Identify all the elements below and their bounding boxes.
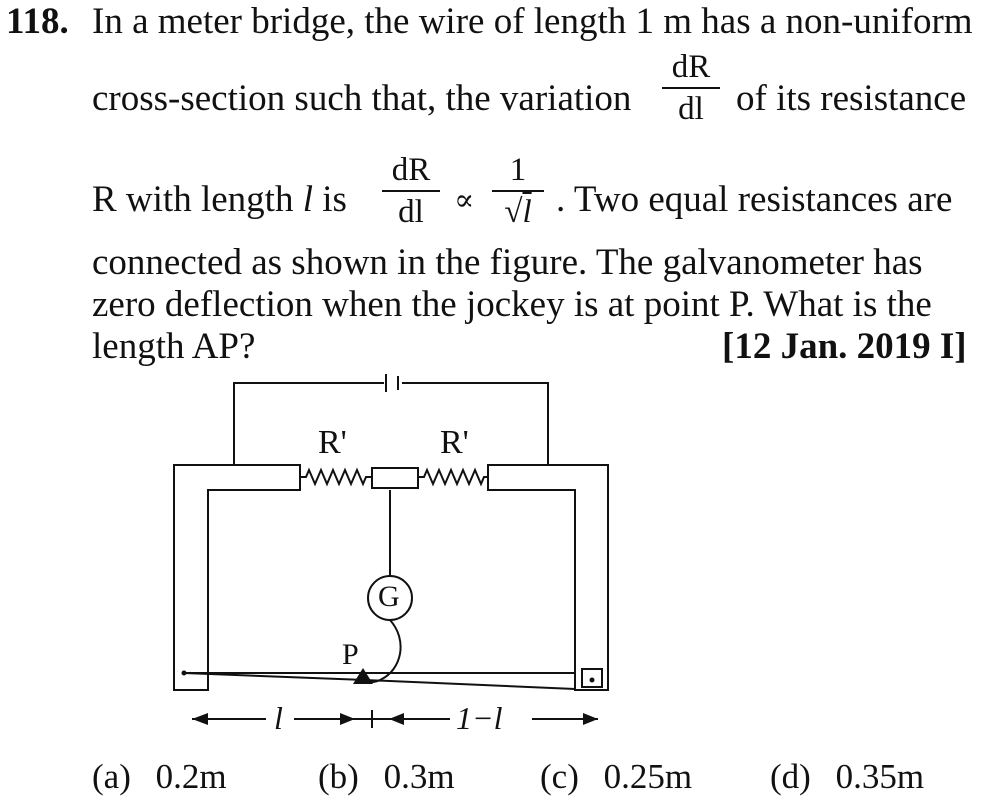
- text-r-with-length: R with length: [92, 179, 294, 220]
- fraction-numerator: 1: [509, 152, 527, 188]
- resistor-right-label: R': [440, 424, 469, 461]
- resistor-right: [418, 470, 488, 484]
- question-line-1: In a meter bridge, the wire of length 1 m has a non-uniform: [92, 1, 973, 42]
- proportional-symbol: ∝: [454, 184, 475, 217]
- arrow-left-to-p: [340, 713, 355, 725]
- option-d-value: 0.35m: [835, 757, 925, 796]
- option-a[interactable]: [92, 757, 227, 797]
- question-line-3-post: . Two equal resistances are: [556, 179, 953, 220]
- length-one-minus-l-label: 1−l: [456, 700, 503, 736]
- question-number: 118.: [6, 1, 69, 42]
- arrow-right-from-p: [389, 713, 404, 725]
- option-b[interactable]: [318, 757, 455, 797]
- option-d[interactable]: [770, 757, 924, 797]
- middle-connector-block: [372, 468, 418, 488]
- galvanometer-label: G: [378, 580, 400, 613]
- question-line-5: zero deflection when the jockey is at point P. What is the: [92, 284, 932, 325]
- variable-l-under-root: l: [522, 194, 532, 230]
- fraction-denominator: dl: [678, 91, 704, 127]
- option-a-label: (a): [92, 757, 131, 796]
- point-a-dot: [182, 671, 187, 676]
- point-p-label: P: [342, 638, 359, 671]
- option-a-value: 0.2m: [155, 757, 227, 796]
- terminal-dot: [590, 678, 595, 683]
- length-l-label: l: [274, 700, 283, 736]
- question-line-4: connected as shown in the figure. The galvanometer has: [92, 242, 923, 283]
- arrow-right-end: [583, 713, 598, 725]
- option-b-value: 0.3m: [383, 757, 455, 796]
- option-b-label: (b): [318, 757, 359, 796]
- arrow-left-end: [192, 713, 208, 725]
- option-c-value: 0.25m: [603, 757, 693, 796]
- left-metal-strip: [174, 465, 300, 690]
- question-line-6: length AP?: [92, 326, 256, 367]
- battery-circuit-wire: [234, 383, 548, 465]
- right-metal-strip: [488, 465, 608, 690]
- question-line-2-pre: cross-section such that, the variation: [92, 78, 632, 119]
- fraction-denominator: dl: [398, 194, 424, 230]
- fraction-numerator: dR: [391, 152, 431, 188]
- variable-l: l: [302, 179, 313, 220]
- resistor-left-label: R': [318, 424, 347, 461]
- resistor-left: [300, 470, 372, 484]
- question-source: [12 Jan. 2019 I]: [722, 326, 967, 367]
- fraction-numerator: dR: [671, 49, 711, 85]
- option-c[interactable]: [540, 757, 692, 797]
- question-line-2-post: of its resistance: [736, 78, 967, 119]
- option-d-label: (d): [770, 757, 811, 796]
- sqrt-symbol: √: [504, 194, 523, 230]
- text-is: is: [322, 179, 347, 220]
- option-c-label: (c): [540, 757, 579, 796]
